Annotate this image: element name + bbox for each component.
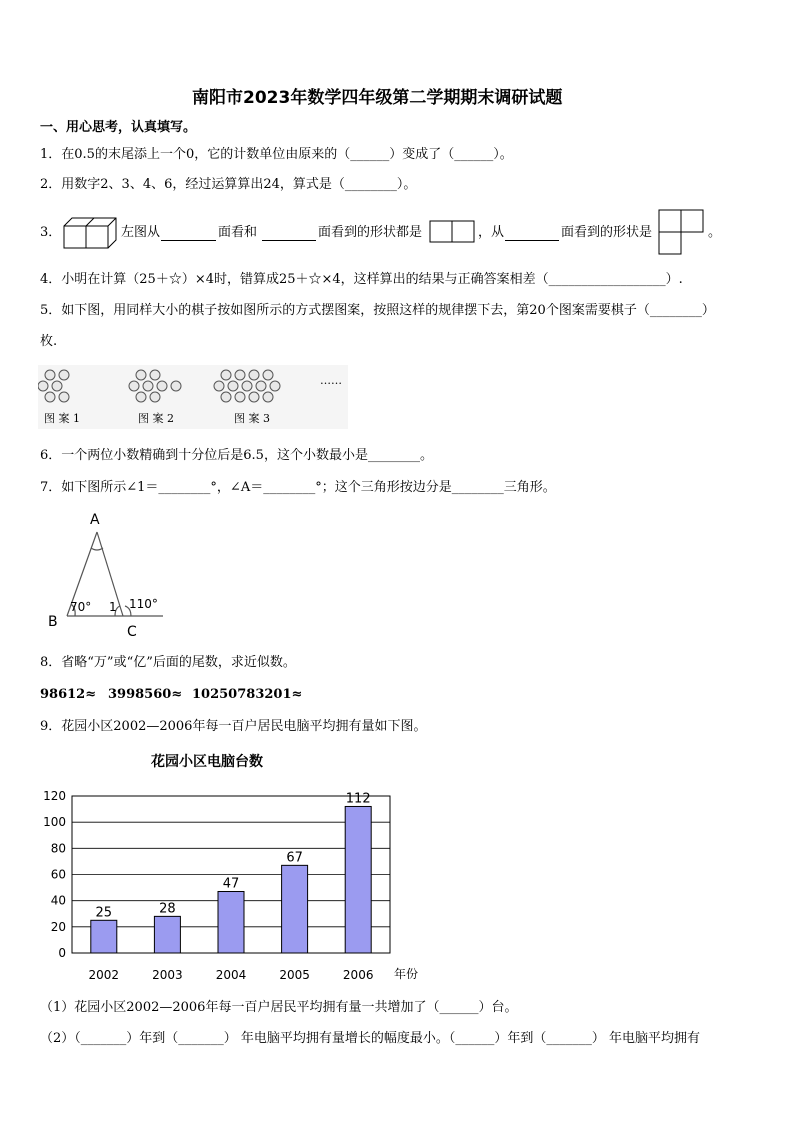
sub-question-1: （1）花园小区2002—2006年每一百户居民平均拥有量一共增加了（______）台。 (40, 1000, 518, 1015)
q3-blank-1[interactable] (161, 227, 216, 241)
pattern-ellipsis: …… (320, 374, 342, 387)
data-label: 67 (286, 850, 303, 866)
x-axis-label: 年份 (394, 967, 419, 981)
cube-figure (60, 214, 118, 250)
x-tick-label: 2003 (152, 968, 183, 982)
page-title: 南阳市2023年数学四年级第二学期期末调研试题 (192, 88, 563, 108)
y-tick-label: 100 (43, 815, 66, 830)
cube-front-2 (86, 226, 108, 248)
angle-b-label: 70° (70, 600, 92, 614)
question-8: 8．省略“万”或“亿”后面的尾数，求近似数。 (40, 655, 296, 670)
vertex-a-label: A (90, 512, 100, 528)
x-tick-label: 2006 (342, 968, 374, 982)
question-4: 4．小明在计算（25＋☆）×4时，错算成25＋☆×4，这样算出的结果与正确答案相差（__________________）. (40, 272, 683, 287)
q3-blank-3[interactable] (505, 227, 559, 241)
data-label: 112 (345, 791, 371, 807)
x-tick-label: 2002 (88, 968, 120, 982)
bar-chart (30, 748, 430, 988)
q3-text-4: ，从 (478, 225, 505, 240)
pattern-figure (38, 365, 348, 429)
triangle-figure (45, 508, 175, 643)
data-label: 28 (159, 901, 176, 917)
q3-text-1: 左图从 (121, 225, 161, 240)
data-label: 25 (95, 905, 113, 921)
pattern-circles (38, 365, 348, 429)
y-tick-label: 120 (43, 789, 66, 803)
two-squares-shape (429, 220, 475, 244)
y-tick-label: 40 (50, 893, 66, 908)
bar (91, 920, 117, 953)
y-tick-label: 80 (50, 841, 66, 856)
question-2: 2．用数字2、3、4、6，经过运算算出24，算式是（________）。 (40, 177, 417, 192)
angle-1-label: 1 (109, 600, 117, 614)
question-6: 6．一个两位小数精确到十分位后是6.5，这个小数最小是________。 (40, 448, 433, 463)
pattern-label-1: 图 案 1 (44, 412, 80, 425)
sub-question-2: （2）（_______）年到（_______） 年电脑平均拥有量增长的幅度最小。（______）年到（_______） 年电脑平均拥有 (40, 1031, 701, 1046)
q8-item-1: 98612≈ (40, 687, 97, 702)
question-7: 7．如下图所示∠1＝________°，∠A＝________°；这个三角形按边分是________三角形。 (40, 480, 556, 495)
cube-front-1 (64, 226, 86, 248)
pattern-label-2: 图 案 2 (138, 412, 174, 425)
bar (154, 916, 180, 953)
x-tick-label: 2004 (215, 968, 247, 982)
l-shape (658, 209, 704, 257)
angle-a-arc (91, 548, 103, 550)
y-tick-label: 60 (50, 867, 66, 882)
angle-ext-label: 110° (129, 597, 158, 611)
q3-text-3: 面看到的形状都是 (318, 225, 423, 240)
question-3-number: 3． (40, 225, 62, 240)
y-tick-label: 20 (50, 919, 66, 934)
q3-text-5: 面看到的形状是 (561, 225, 653, 240)
question-5-line-1: 5．如下图，用同样大小的棋子按如图所示的方式摆图案，按照这样的规律摆下去，第20个图案需要棋子（________） (40, 303, 715, 318)
question-5-line-2: 枚. (40, 334, 58, 349)
q3-text-2: 面看和 (218, 225, 258, 240)
pattern-label-3: 图 案 3 (234, 412, 270, 425)
question-1: 1．在0.5的末尾添上一个0，它的计数单位由原来的（______）变成了（______）。 (40, 147, 513, 162)
question-9: 9．花园小区2002—2006年每一百户居民电脑平均拥有量如下图。 (40, 719, 427, 734)
q3-blank-2[interactable] (262, 227, 316, 241)
vertex-c-label: C (127, 624, 137, 640)
bar (218, 892, 244, 953)
x-tick-label: 2005 (279, 968, 310, 982)
bar (345, 806, 371, 953)
y-tick-label: 0 (58, 946, 66, 960)
q3-text-6: 。 (708, 225, 722, 240)
chart-title: 花园小区电脑台数 (151, 754, 263, 770)
bar (282, 865, 308, 953)
section-heading: 一、用心思考，认真填写。 (40, 120, 197, 135)
q8-item-2: 3998560≈ (108, 687, 183, 702)
q8-item-3: 10250783201≈ (192, 687, 303, 702)
vertex-b-label: B (48, 614, 58, 630)
data-label: 47 (222, 876, 240, 892)
